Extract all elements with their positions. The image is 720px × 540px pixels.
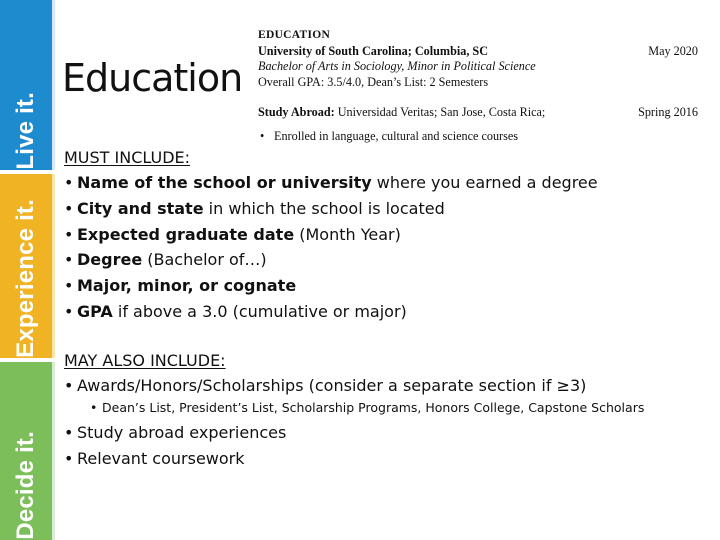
list-item: • Expected graduate date (Month Year) (64, 222, 598, 248)
list-item: • Name of the school or university where you earned a degree (64, 170, 598, 196)
bullet-icon: • (64, 448, 74, 468)
resume-abroad-date: Spring 2016 (638, 105, 698, 119)
sidebar-label-experience: Experience it. (12, 199, 39, 358)
bullet-icon: • (64, 198, 74, 218)
list-item: • Degree (Bachelor of…) (64, 247, 598, 273)
must-include-section (64, 146, 598, 325)
sidebar-label-decide: Decide it. (12, 431, 39, 540)
resume-abroad-bullet (258, 129, 698, 145)
sidebar-band-live (0, 0, 55, 170)
bullet-icon: • (64, 422, 74, 442)
bullet-icon: • (64, 276, 74, 296)
must-include-heading: MUST INCLUDE: (64, 148, 191, 167)
bullet-icon: • (64, 250, 74, 270)
slide-title: Education (62, 56, 243, 100)
resume-degree: Bachelor of Arts in Sociology, Minor in Political Science (258, 59, 536, 73)
sidebar-band-experience (0, 174, 55, 358)
resume-abroad-place: Universidad Veritas; San Jose, Costa Rica; (334, 105, 546, 119)
list-item: • Study abroad experiences (64, 420, 644, 446)
list-item: • Relevant coursework (64, 446, 644, 472)
resume-abroad-label: Study Abroad: (258, 105, 335, 119)
sidebar-band-decide (0, 362, 55, 540)
resume-example (258, 28, 698, 144)
list-item: • City and state in which the school is located (64, 196, 598, 222)
resume-heading: EDUCATION (258, 29, 331, 41)
bullet-icon: • (260, 128, 265, 143)
list-item: • GPA if above a 3.0 (cumulative or major) (64, 299, 598, 325)
bullet-icon: • (64, 301, 74, 321)
resume-abroad-bullet-text: Enrolled in language, cultural and science courses (274, 128, 518, 143)
bullet-icon: • (64, 376, 74, 395)
bullet-icon: • (64, 173, 74, 192)
sidebar-label-live: Live it. (12, 92, 39, 170)
sub-list-item: • Dean’s List, President’s List, Scholarship Programs, Honors College, Capstone Scholars (90, 399, 645, 415)
may-include-section (64, 349, 644, 471)
bullet-icon: • (64, 224, 74, 244)
resume-abroad-row (258, 105, 698, 121)
resume-school-date: May 2020 (648, 43, 698, 58)
list-item: • Major, minor, or cognate (64, 273, 598, 299)
bullet-icon: • (90, 399, 98, 415)
resume-gpa: Overall GPA: 3.5/4.0, Dean’s List: 2 Semesters (258, 74, 489, 89)
resume-school-row (258, 44, 698, 60)
list-item: • Awards/Honors/Scholarships (consider a separate section if ≥3) (64, 373, 644, 399)
may-include-heading: MAY ALSO INCLUDE: (64, 351, 226, 370)
resume-school: University of South Carolina; Columbia, SC (258, 43, 489, 58)
